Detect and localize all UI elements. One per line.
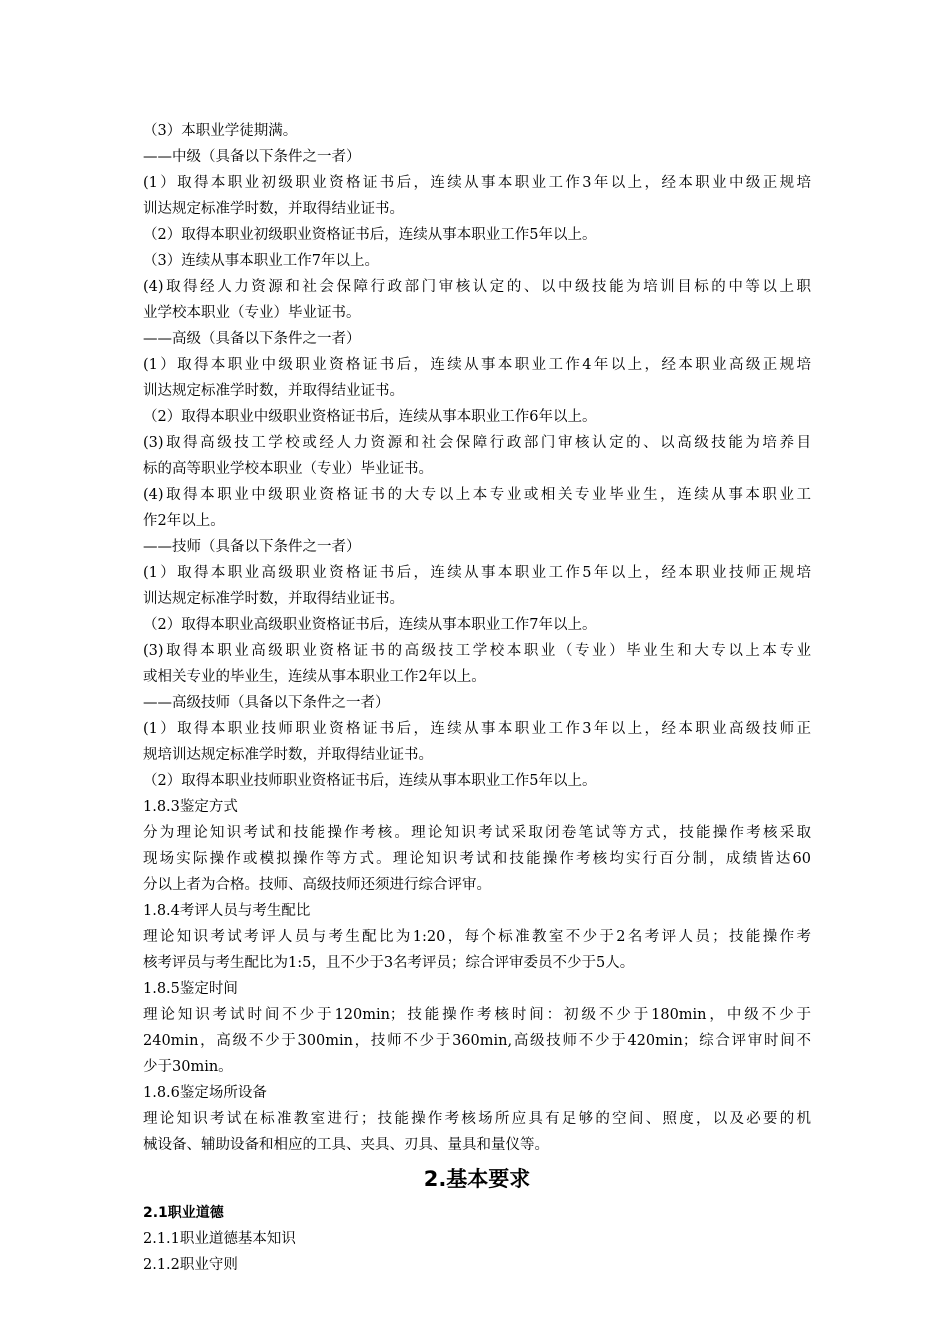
text-line: (1）取得本职业高级职业资格证书后，连续从事本职业工作5年以上，经本职业技师正规培 bbox=[143, 565, 811, 581]
text-line: 少于30min。 bbox=[143, 1059, 233, 1075]
subsection-item: 2.1.1职业道德基本知识 bbox=[143, 1231, 296, 1247]
text-line: ——高级技师（具备以下条件之一者） bbox=[143, 695, 390, 711]
text-line: 训达规定标准学时数，并取得结业证书。 bbox=[143, 201, 404, 217]
text-line: ——技师（具备以下条件之一者） bbox=[143, 539, 361, 555]
text-line: 训达规定标准学时数，并取得结业证书。 bbox=[143, 591, 404, 607]
text-line: (1）取得本职业中级职业资格证书后，连续从事本职业工作4年以上，经本职业高级正规培 bbox=[143, 357, 811, 373]
text-line: 1.8.4考评人员与考生配比 bbox=[143, 903, 311, 919]
text-line: 1.8.6鉴定场所设备 bbox=[143, 1085, 267, 1101]
text-line: （2）取得本职业技师职业资格证书后，连续从事本职业工作5年以上。 bbox=[143, 773, 597, 789]
text-line: （3）连续从事本职业工作7年以上。 bbox=[143, 253, 379, 269]
text-line: （2）取得本职业高级职业资格证书后，连续从事本职业工作7年以上。 bbox=[143, 617, 597, 633]
subsection-heading: 2.1职业道德 bbox=[143, 1205, 224, 1221]
text-line: 1.8.3鉴定方式 bbox=[143, 799, 238, 815]
text-line: 理论知识考试时间不少于120min；技能操作考核时间：初级不少于180min，中级不少于 bbox=[143, 1007, 811, 1023]
text-line: 或相关专业的毕业生，连续从事本职业工作2年以上。 bbox=[143, 669, 486, 685]
text-line: 240min，高级不少于300min，技师不少于360min,高级技师不少于420min；综合评审时间不 bbox=[143, 1033, 811, 1049]
text-line: ——中级（具备以下条件之一者） bbox=[143, 149, 361, 165]
text-line: (3)取得本职业高级职业资格证书的高级技工学校本职业（专业）毕业生和大专以上本专业 bbox=[143, 643, 811, 659]
section-title: 2.基本要求 bbox=[423, 1167, 531, 1191]
text-line: (3)取得高级技工学校或经人力资源和社会保障行政部门审核认定的、以高级技能为培养目 bbox=[143, 435, 811, 451]
text-line: 理论知识考试考评人员与考生配比为1:20，每个标准教室不少于2名考评人员；技能操作考 bbox=[143, 929, 811, 945]
text-line: 理论知识考试在标准教室进行；技能操作考核场所应具有足够的空间、照度，以及必要的机 bbox=[143, 1111, 811, 1127]
body-text bbox=[143, 118, 811, 1158]
text-line: (1）取得本职业初级职业资格证书后，连续从事本职业工作3年以上，经本职业中级正规培 bbox=[143, 175, 811, 191]
document-page bbox=[143, 118, 811, 1278]
text-line: 分以上者为合格。技师、高级技师还须进行综合评审。 bbox=[143, 877, 491, 893]
text-line: 规培训达规定标准学时数，并取得结业证书。 bbox=[143, 747, 433, 763]
text-line: 核考评员与考生配比为1:5，且不少于3名考评员；综合评审委员不少于5人。 bbox=[143, 955, 635, 971]
subsection-item: 2.1.2职业守则 bbox=[143, 1257, 238, 1273]
text-line: （2）取得本职业中级职业资格证书后，连续从事本职业工作6年以上。 bbox=[143, 409, 597, 425]
text-line: （2）取得本职业初级职业资格证书后，连续从事本职业工作5年以上。 bbox=[143, 227, 597, 243]
text-line: 训达规定标准学时数，并取得结业证书。 bbox=[143, 383, 404, 399]
text-line: 械设备、辅助设备和相应的工具、夹具、刃具、量具和量仪等。 bbox=[143, 1137, 549, 1153]
text-line: ——高级（具备以下条件之一者） bbox=[143, 331, 361, 347]
text-line: (4)取得本职业中级职业资格证书的大专以上本专业或相关专业毕业生，连续从事本职业工 bbox=[143, 487, 811, 503]
text-line: (4)取得经人力资源和社会保障行政部门审核认定的、以中级技能为培训目标的中等以上职 bbox=[143, 279, 811, 295]
text-line: 业学校本职业（专业）毕业证书。 bbox=[143, 305, 361, 321]
text-line: （3）本职业学徒期满。 bbox=[143, 123, 298, 139]
text-line: (1）取得本职业技师职业资格证书后，连续从事本职业工作3年以上，经本职业高级技师正 bbox=[143, 721, 811, 737]
text-line: 1.8.5鉴定时间 bbox=[143, 981, 238, 997]
text-line: 作2年以上。 bbox=[143, 513, 225, 529]
text-line: 分为理论知识考试和技能操作考核。理论知识考试采取闭卷笔试等方式，技能操作考核采取 bbox=[143, 825, 811, 841]
text-line: 标的高等职业学校本职业（专业）毕业证书。 bbox=[143, 461, 433, 477]
text-line: 现场实际操作或模拟操作等方式。理论知识考试和技能操作考核均实行百分制，成绩皆达60 bbox=[143, 851, 811, 867]
